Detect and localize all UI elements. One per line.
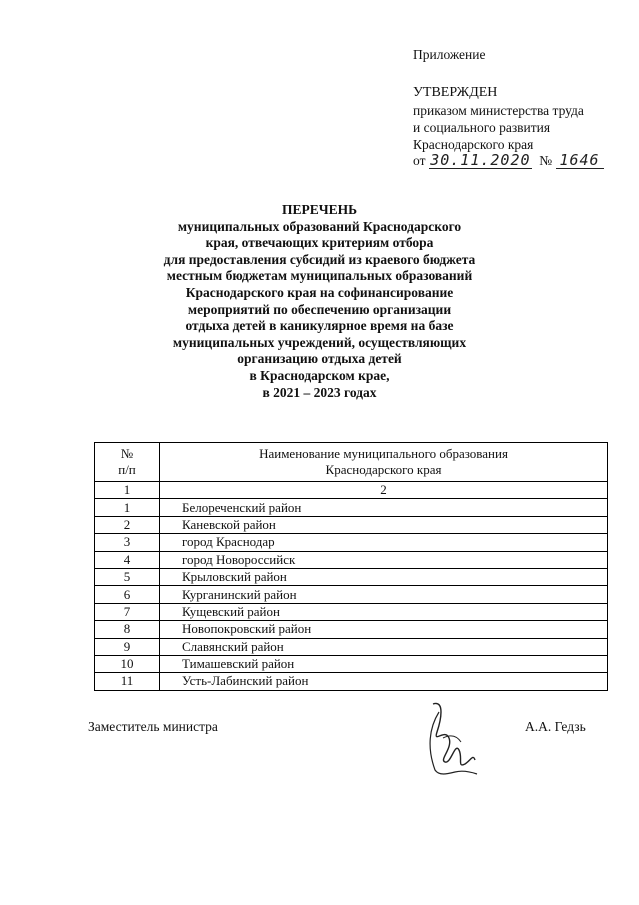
title-line: для предоставления субсидий из краевого бюджета <box>163 251 476 267</box>
table-row <box>95 568 608 585</box>
row-number: 10 <box>95 655 160 672</box>
handwritten-date: 30.11.2020 <box>430 151 531 169</box>
row-number: 6 <box>95 586 160 603</box>
row-name: город Новороссийск <box>160 551 608 568</box>
header-number-cell <box>95 443 160 482</box>
table-row <box>95 499 608 516</box>
title-line: в 2021 – 2023 годах <box>262 384 377 400</box>
municipalities-table <box>94 442 608 691</box>
number-prefix: № <box>539 153 553 168</box>
row-number: 11 <box>95 673 160 690</box>
header-name-label: Краснодарского края <box>325 462 442 477</box>
row-number: 7 <box>95 603 160 620</box>
title-line: в Краснодарском крае, <box>249 367 390 383</box>
header-name-label: Наименование муниципального образования <box>259 446 508 461</box>
header-number-label: п/п <box>118 462 136 477</box>
table-row <box>95 638 608 655</box>
table-row <box>95 534 608 551</box>
title-line: муниципальных образований Краснодарского <box>177 218 462 234</box>
row-number: 3 <box>95 534 160 551</box>
row-number: 4 <box>95 551 160 568</box>
table-row <box>95 621 608 638</box>
title-heading: ПЕРЕЧЕНЬ <box>281 202 358 217</box>
row-name: Усть-Лабинский район <box>160 673 608 690</box>
table-row <box>95 673 608 690</box>
table-row <box>95 603 608 620</box>
row-name: город Краснодар <box>160 534 608 551</box>
table-index-row <box>95 482 608 499</box>
table-header-row <box>95 443 608 482</box>
title-line: Краснодарского края на софинансирование <box>185 284 454 300</box>
title-line: местным бюджетам муниципальных образований <box>166 268 473 284</box>
handwritten-signature <box>415 698 485 778</box>
handwritten-number: 1646 <box>556 153 604 169</box>
title-line: края, отвечающих критериям отбора <box>205 235 434 251</box>
approved-line-2: и социального развития <box>413 120 551 135</box>
signatory-name: А.А. Гедзь <box>525 719 586 734</box>
table-row <box>95 516 608 533</box>
table-row <box>95 586 608 603</box>
signatory-position: Заместитель министра <box>88 719 218 734</box>
approved-line-3: Краснодарского края <box>413 137 534 152</box>
appendix-label: Приложение <box>413 47 486 62</box>
approved-line-1: приказом министерства труда <box>413 103 584 118</box>
row-name: Крыловский район <box>160 568 608 585</box>
row-name: Курганинский район <box>160 586 608 603</box>
title-line: организацию отдыха детей <box>237 351 402 367</box>
row-name: Славянский район <box>160 638 608 655</box>
table-row <box>95 551 608 568</box>
header-name-cell <box>160 443 608 482</box>
title-line: отдыха детей в каникулярное время на базе <box>185 318 454 334</box>
header-number-label: № <box>120 446 134 461</box>
row-number: 2 <box>95 516 160 533</box>
row-number: 9 <box>95 638 160 655</box>
row-name: Новопокровский район <box>160 621 608 638</box>
row-name: Кущевский район <box>160 603 608 620</box>
order-date-number <box>413 152 604 169</box>
row-number: 8 <box>95 621 160 638</box>
title-line: мероприятий по обеспечению организации <box>187 301 452 317</box>
row-number: 5 <box>95 568 160 585</box>
row-name: Каневской район <box>160 516 608 533</box>
row-number: 1 <box>95 499 160 516</box>
title-line: муниципальных учреждений, осуществляющих <box>172 334 467 350</box>
index-cell: 2 <box>160 482 608 499</box>
row-name: Тимашевский район <box>160 655 608 672</box>
table-row <box>95 655 608 672</box>
date-prefix: от <box>413 153 426 168</box>
approved-label: УТВЕРЖДЕН <box>413 85 498 100</box>
document-title <box>0 202 639 401</box>
row-name: Белореченский район <box>160 499 608 516</box>
index-cell: 1 <box>95 482 160 499</box>
